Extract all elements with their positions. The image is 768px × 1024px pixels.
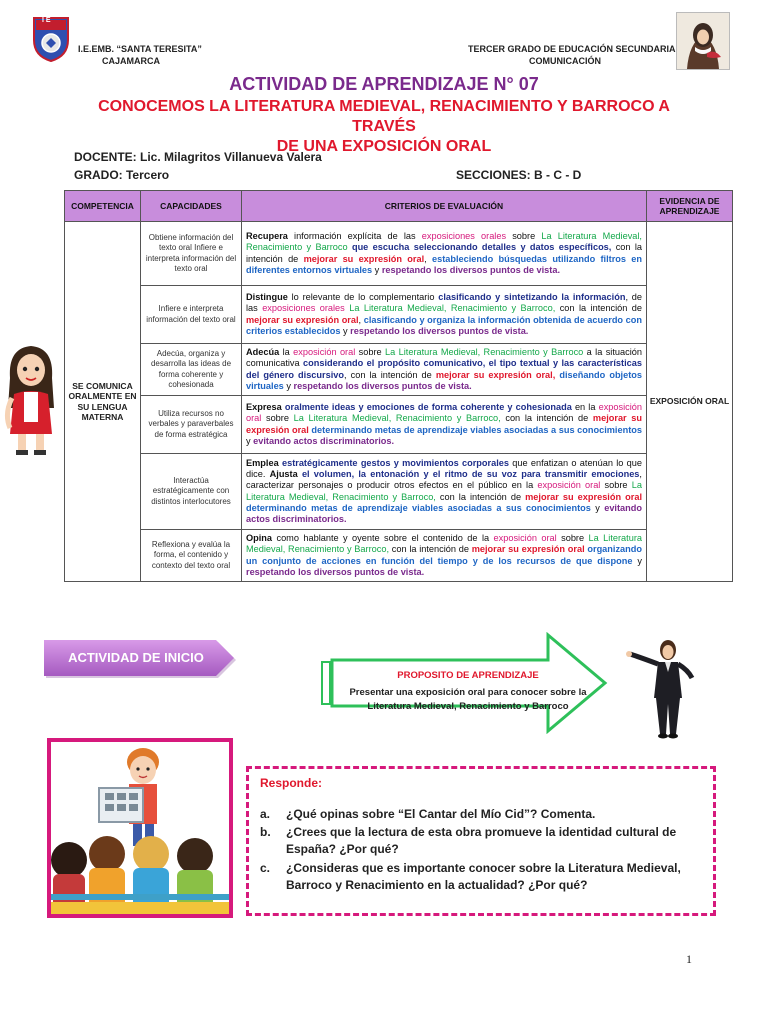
criterio-segment: y <box>632 555 642 566</box>
question-a <box>260 806 706 823</box>
criterio-segment: exposición oral <box>493 532 557 543</box>
criterio-cell <box>242 222 647 286</box>
competencia-cell: SE COMUNICA ORALMENTE EN SU LENGUA MATERNA <box>65 222 141 582</box>
criterio-segment: La Literatura Medieval, Renacimiento y Barroco, <box>246 480 642 502</box>
school-city: CAJAMARCA <box>102 56 160 66</box>
criterio-segment: , de las <box>246 291 642 314</box>
teacher-name: DOCENTE: Lic. Milagritos Villanueva Valera <box>74 150 322 164</box>
activity-title: ACTIVIDAD DE APRENDIZAJE N° 07 <box>229 74 539 94</box>
course-name: COMUNICACIÓN <box>529 56 601 66</box>
criterio-segment: y <box>246 435 254 446</box>
criterio-segment: considerando el propósito comunicativo, el tipo textual y las características del género discursivo <box>246 358 642 380</box>
criterio-segment: La Literatura Medieval, Renacimiento y Barroco <box>246 230 642 253</box>
evidencia-cell: EXPOSICIÓN ORAL <box>647 222 733 582</box>
criterio-segment: mejorar su expresión oral <box>303 253 425 264</box>
criterio-segment: estableciendo búsquedas utilizando filtros en diferentes entornos virtuales <box>246 253 642 275</box>
criterio-segment: respetando los diversos puntos de vista. <box>293 380 472 391</box>
capacidad-cell: Interactúa estratégicamente con distintos interlocutores <box>141 454 242 530</box>
header-criterios: CRITERIOS DE EVALUACIÓN <box>242 191 647 222</box>
criterio-segment: el volumen, la entonación y el ritmo de su voz para transmitir emociones <box>301 468 640 479</box>
question-label: a. <box>260 807 271 821</box>
criterio-segment: exposición oral <box>293 346 356 357</box>
criterio-segment: y <box>340 325 351 336</box>
criterio-segment: mejorar su expresión oral <box>246 314 359 325</box>
page-number: 1 <box>686 952 692 966</box>
criterio-segment: Recupera <box>246 230 288 241</box>
criterio-segment: mejorar su expresión oral <box>246 413 642 435</box>
criterio-segment: exposición oral <box>246 401 642 424</box>
criterio-segment: La Literatura Medieval, Renacimiento y Barroco, <box>349 303 556 314</box>
proposito-arrow-shape <box>318 632 608 734</box>
criterio-segment: determinando metas de aprendizaje viables asociadas a sus conocimientos <box>311 424 642 435</box>
criterio-segment: La Literatura Medieval, Renacimiento y Barroco, <box>293 413 501 424</box>
capacidad-cell: Infiere e interpreta información del texto oral <box>141 286 242 344</box>
criterio-cell <box>242 530 647 582</box>
criterio-segment: evitando actos discriminatorios. <box>246 502 642 525</box>
sections-label: SECCIONES: B - C - D <box>456 168 582 182</box>
criterio-segment: que escucha seleccionando detalles y datos específicos, <box>347 242 612 253</box>
girl-student-illustration <box>2 338 60 456</box>
students-listening-illustration <box>47 738 233 918</box>
table-row <box>65 222 733 286</box>
competencies-table <box>64 190 733 582</box>
proposito-title: PROPOSITO DE APRENDIZAJE <box>397 670 539 681</box>
question-c <box>260 860 706 894</box>
table-header-row <box>65 191 733 222</box>
subtitle-line-1: CONOCEMOS LA LITERATURA MEDIEVAL, RENACIMIENTO Y BARROCO A TRAVÉS <box>98 98 670 135</box>
grade-label: GRADO: Tercero <box>74 168 170 182</box>
criterio-segment: respetando los diversos puntos de vista. <box>350 325 529 336</box>
question-text: ¿Crees que la lectura de esta obra promueve la identidad cultural de España? ¿Por qué? <box>286 825 677 856</box>
criterio-segment: mejorar su expresión oral, <box>435 369 556 380</box>
grade-level: TERCER GRADO DE EDUCACIÓN SECUNDARIA <box>468 44 676 54</box>
criterio-segment: lo relevante de lo complementario <box>287 291 439 302</box>
criterio-segment: con la intención de <box>555 303 642 314</box>
criterio-segment: información explícita de las <box>287 230 422 241</box>
saint-portrait-image <box>676 12 730 70</box>
criterio-segment: y <box>283 380 294 391</box>
criterio-segment: organizando un conjunto de acciones en función del tiempo y de los recursos de que dispone <box>246 544 642 566</box>
criterio-segment: sobre <box>355 346 386 357</box>
criterio-segment: a la situación comunicativa <box>246 346 642 369</box>
criterio-segment: , caracterizar personajes o producir otros efectos en el público en la <box>246 468 642 491</box>
criterio-segment: Emplea <box>246 457 279 468</box>
table-row <box>65 396 733 454</box>
criterio-segment: Adecúa <box>246 346 280 357</box>
criterio-segment: , <box>424 253 432 264</box>
criterio-segment: exposiciones orales <box>262 303 345 314</box>
criterio-segment: , <box>358 314 364 325</box>
criterio-segment: y <box>372 264 382 275</box>
criterio-segment: Expresa <box>246 401 282 412</box>
criterio-segment: exposiciones orales <box>421 230 507 241</box>
table-row <box>65 454 733 530</box>
capacidad-cell: Utiliza recursos no verbales y paraverbales de forma estratégica <box>141 396 242 454</box>
criterio-segment: Opina <box>246 532 273 543</box>
question-b <box>260 824 706 858</box>
criterio-segment: Ajusta <box>269 468 298 479</box>
criterio-segment: y <box>590 502 605 513</box>
criterio-cell <box>242 286 647 344</box>
criterio-segment: que enfatizan o atenúan lo que dice. <box>246 457 643 479</box>
criterio-segment: evitando actos discriminatorios. <box>253 435 395 446</box>
criterio-segment: con la intención de <box>246 242 642 264</box>
criterio-segment: Distingue <box>246 291 288 302</box>
criterio-segment: La Literatura Medieval, Renacimiento y Barroco, <box>246 532 642 555</box>
proposito-text: Presentar una exposición oral para conocer sobre la Literatura Medieval, Renacimiento y Barroco <box>349 687 587 712</box>
criterio-segment: exposición oral <box>537 480 601 491</box>
subtitle-line-2: DE UNA EXPOSICIÓN ORAL <box>276 138 492 155</box>
table-row <box>65 286 733 344</box>
criterio-segment: con la intención de <box>435 491 526 502</box>
criterio-segment: sobre <box>600 480 632 491</box>
question-label: c. <box>260 861 271 875</box>
responde-title: Responde: <box>260 776 323 790</box>
header-competencia: COMPETENCIA <box>65 191 141 222</box>
criterio-segment: sobre <box>556 532 589 543</box>
question-text: ¿Consideras que es importante conocer sobre la Literatura Medieval, Barroco y Renacimiento en la actualidad? ¿Por qué? <box>286 861 681 892</box>
criterio-segment: en la <box>571 401 599 412</box>
criterio-segment: la <box>279 346 294 357</box>
criterio-segment: respetando los diversos puntos de vista. <box>246 566 425 577</box>
criterio-segment: con la intención de <box>500 413 593 424</box>
inicio-label: ACTIVIDAD DE INICIO <box>68 650 204 665</box>
criterio-segment: clasificando y organiza la información obtenida de acuerdo con criterios establecidos <box>246 314 643 336</box>
criterio-segment: como hablante y oyente sobre el contenido de la <box>272 532 494 543</box>
criterio-segment: clasificando y sintetizando la información <box>438 291 626 302</box>
criterio-segment: estratégicamente gestos y movimientos corporales <box>281 457 509 468</box>
table-row <box>65 344 733 396</box>
logo-text: I E <box>42 17 51 24</box>
question-label: b. <box>260 825 271 839</box>
capacidad-cell: Adecúa, organiza y desarrolla las ideas de forma coherente y cohesionada <box>141 344 242 396</box>
table-row <box>65 530 733 582</box>
criterio-segment: mejorar su expresión oral <box>525 491 642 502</box>
criterio-cell <box>242 396 647 454</box>
capacidad-cell: Reflexiona y evalúa la forma, el contenido y contexto del texto oral <box>141 530 242 582</box>
activity-subtitle <box>70 97 698 157</box>
criterio-segment: determinando metas de aprendizaje viables asociadas a sus conocimientos <box>246 502 591 513</box>
criterio-segment: mejorar su expresión oral <box>471 544 585 555</box>
header-evidencia: EVIDENCIA DE APRENDIZAJE <box>647 191 733 222</box>
school-name: I.E.EMB. “SANTA TERESITA” <box>78 44 202 54</box>
criterio-segment: con la intención de <box>389 544 472 555</box>
criterio-segment: La Literatura Medieval, Renacimiento y Barroco <box>385 346 584 357</box>
criterio-segment: oralmente ideas y emociones de forma coherente y cohesionada <box>284 401 572 412</box>
criterio-cell <box>242 454 647 530</box>
teacher-woman-illustration <box>624 636 700 740</box>
criterio-segment: sobre <box>261 413 294 424</box>
criterio-segment: , con la intención de <box>344 369 436 380</box>
capacidad-cell: Obtiene información del texto oral Infiere e interpreta información del texto oral <box>141 222 242 286</box>
school-crest-logo <box>32 16 70 62</box>
criterio-segment: diseñando objetos virtuales <box>246 369 643 391</box>
criterio-segment: respetando los diversos puntos de vista. <box>381 264 560 275</box>
header-capacidades: CAPACIDADES <box>141 191 242 222</box>
question-text: ¿Qué opinas sobre “El Cantar del Mío Cid”? Comenta. <box>286 807 596 821</box>
criterio-segment: sobre <box>506 230 542 241</box>
criterio-cell <box>242 344 647 396</box>
